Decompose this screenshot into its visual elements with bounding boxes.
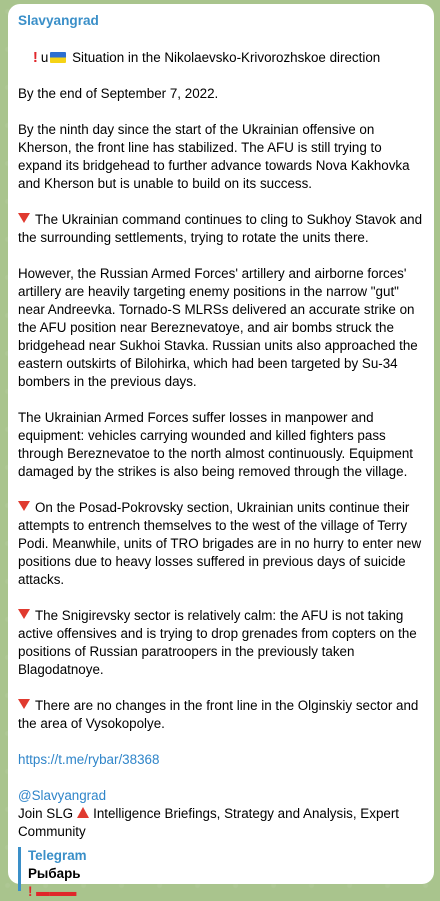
subhead: By the end of September 7, 2022.	[18, 86, 219, 101]
preview-description-cutoff: ! ▬▬▬	[28, 884, 77, 899]
paragraph-7-text: There are no changes in the front line in the Olginskiy sector and the area of Vysokopolye.	[18, 698, 423, 731]
preview-site-name: Telegram	[28, 848, 87, 863]
paragraph-2-text: The Ukrainian command continues to cling to Sukhoy Stavok and the surrounding settlements, trying to rotate the units there.	[18, 212, 426, 245]
exclamation-icon: !	[32, 49, 38, 66]
paragraph-6-text: The Snigirevsky sector is relatively calm: the AFU is not taking active offensives and is trying to drop grenades from copters on the positions of Russian paratroopers in the previously taken Blagodatnoye.	[18, 608, 421, 677]
red-triangle-up-icon	[77, 807, 89, 818]
headline-prefix: u	[40, 50, 49, 65]
join-description: Intelligence Briefings, Strategy and Analysis, Expert Community	[18, 806, 403, 839]
headline	[18, 31, 425, 85]
preview-title: Рыбарь	[28, 866, 81, 881]
paragraph-6	[18, 607, 425, 679]
sender-name[interactable]: Slavyangrad	[18, 13, 99, 28]
source-link[interactable]: https://t.me/rybar/38368	[18, 752, 160, 767]
paragraph-5	[18, 499, 425, 589]
paragraph-2	[18, 211, 425, 247]
message-bubble	[8, 4, 434, 899]
paragraph-4: The Ukrainian Armed Forces suffer losses in manpower and equipment: vehicles carrying wounded and killed fighters pass through Bereznevatoe to the north almost continuously. Equipment damaged by the strikes is also being removed through the village.	[18, 410, 417, 479]
paragraph-3: However, the Russian Armed Forces' artillery and airborne forces' artillery are heavily targeting enemy positions in the narrow "gut" near Andreevka. Tornado-S MLRSs delivered an accurate strike on the AFU position near Bereznevatoye, and air bombs struck the bridgehead near Sukhoi Stavka. Russian units also approached the eastern outskirts of Bilohirka, which had been targeted by Su-34 bombers in the previous days.	[18, 266, 422, 389]
red-triangle-icon	[18, 213, 30, 223]
red-triangle-icon	[18, 609, 30, 619]
paragraph-7	[18, 697, 425, 733]
ukraine-flag-icon	[50, 52, 66, 63]
join-line	[18, 805, 425, 841]
channel-handle-link[interactable]: @Slavyangrad	[18, 788, 107, 803]
headline-text: Situation in the Nikolaevsko-Krivorozhskoe direction	[72, 50, 381, 65]
red-triangle-icon	[18, 501, 30, 511]
join-text: Join SLG	[18, 806, 74, 821]
red-triangle-icon	[18, 699, 30, 709]
link-preview[interactable]	[18, 847, 425, 899]
paragraph-5-text: On the Posad-Pokrovsky section, Ukrainian units continue their attempts to entrench themselves to the west of the village of Terry Podi. Meanwhile, units of TRO brigades are in no hurry to enter new positions due to heavy losses suffered in previous days of suicide attacks.	[18, 500, 425, 587]
paragraph-1: By the ninth day since the start of the Ukrainian offensive on Kherson, the front line has stabilized. The AFU is still trying to expand its bridgehead to further advance towards Nova Kakhovka and Kherson but is unable to build on its success.	[18, 122, 414, 191]
